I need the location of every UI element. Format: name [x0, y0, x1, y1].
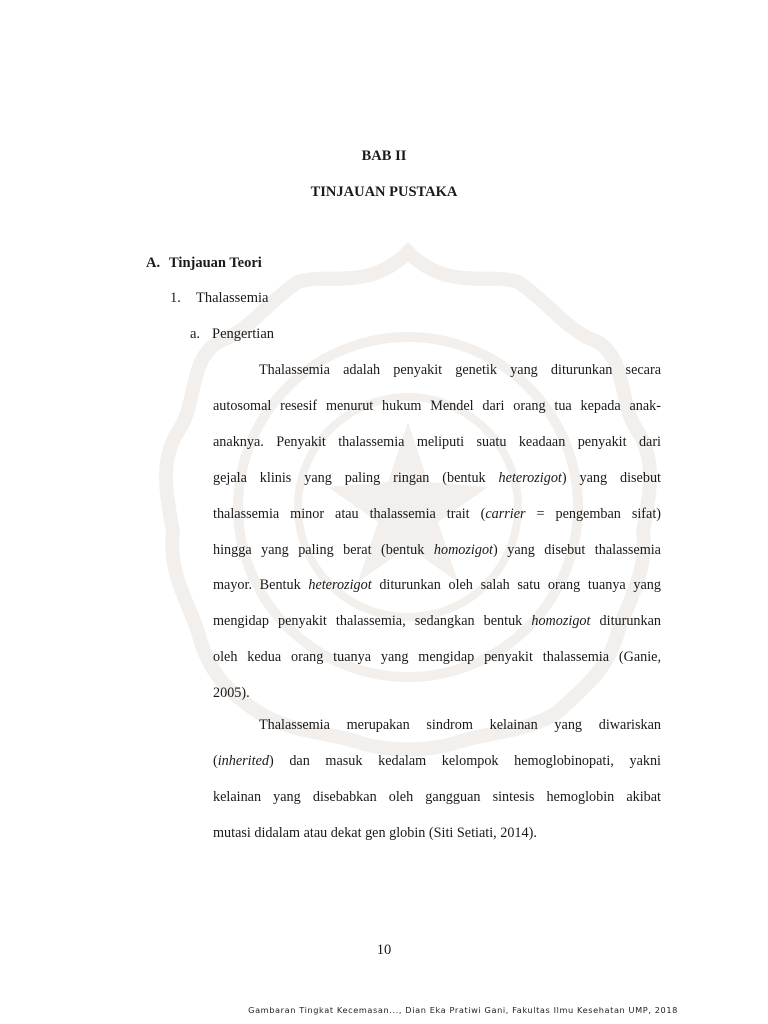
paragraph-line [213, 708, 661, 744]
italic-term: heterozigot [498, 469, 562, 486]
text-run: mengidap penyakit thalassemia, sedangkan bentuk [213, 613, 532, 630]
text-run: ) yang disebut thalassemia [493, 541, 661, 558]
text-run: hingga yang paling berat (bentuk [213, 541, 434, 558]
text-run: gejala klinis yang paling ringan (bentuk [213, 469, 499, 486]
italic-term: heterozigot [308, 577, 372, 594]
italic-term: homozigot [433, 541, 493, 558]
paragraph-line [213, 744, 661, 780]
paragraph-line [213, 676, 661, 712]
paragraph-line [213, 389, 661, 425]
subsection-number: 1. [170, 290, 181, 306]
paragraph-line [213, 816, 661, 852]
section-number: A. [146, 255, 161, 271]
paragraph-line [213, 640, 661, 676]
text-run: diturunkan [590, 613, 661, 630]
paragraph-line [213, 425, 661, 461]
paragraph-definition [213, 353, 661, 712]
paragraph-line [213, 353, 661, 389]
paragraph-line [213, 568, 661, 604]
text-run: = pengemban sifat) [525, 505, 661, 522]
text-run: anaknya. Penyakit thalassemia meliputi suatu keadaan penyakit dari [213, 433, 661, 450]
text-run: thalassemia minor atau thalassemia trait ( [213, 505, 486, 522]
text-run: diturunkan oleh salah satu orang tuanya yang [371, 577, 661, 594]
section-title: Tinjauan Teori [169, 255, 262, 271]
chapter-title: TINJAUAN PUSTAKA [310, 184, 458, 200]
italic-term: inherited [217, 752, 269, 769]
italic-term: carrier [485, 505, 526, 522]
paragraph-line [213, 497, 661, 533]
page-number: 10 [376, 942, 392, 958]
italic-term: homozigot [531, 613, 591, 630]
subsection-title: Thalassemia [196, 290, 269, 306]
text-run: kelainan yang disebabkan oleh gangguan sintesis hemoglobin akibat [213, 788, 661, 805]
paragraph-line [213, 461, 661, 497]
subsubsection-number: a. [190, 326, 201, 342]
text-run: ( [213, 752, 218, 769]
text-run: ) yang disebut [561, 469, 661, 486]
text-run: autosomal resesif menurut hukum Mendel dari orang tua kepada anak- [213, 397, 661, 414]
paragraph-inherited [213, 708, 661, 852]
text-run: Thalassemia adalah penyakit genetik yang diturunkan secara [259, 362, 661, 378]
chapter-label: BAB II [361, 148, 407, 164]
subsubsection-title: Pengertian [212, 326, 275, 342]
paragraph-line [213, 780, 661, 816]
paragraph-line [213, 533, 661, 569]
text-run: oleh kedua orang tuanya yang mengidap penyakit thalassemia (Ganie, [213, 649, 661, 666]
text-run: ) dan masuk kedalam kelompok hemoglobinopati, yakni [268, 752, 661, 769]
text-run: mayor. Bentuk [213, 577, 309, 594]
page-footer: Gambaran Tingkat Kecemasan..., Dian Eka Pratiwi Gani, Fakultas Ilmu Kesehatan UMP, 2018 [248, 1005, 678, 1015]
text-run: Thalassemia merupakan sindrom kelainan yang diwariskan [259, 717, 661, 733]
text-run: mutasi didalam atau dekat gen globin (Siti Setiati, 2014). [213, 824, 537, 841]
paragraph-line [213, 604, 661, 640]
text-run: 2005). [213, 685, 250, 702]
